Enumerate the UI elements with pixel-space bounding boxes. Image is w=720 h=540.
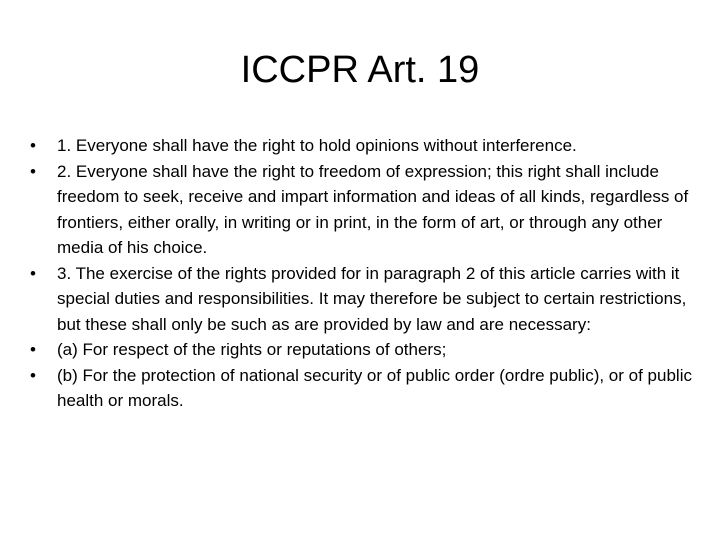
slide-title: ICCPR Art. 19 [240, 49, 480, 91]
bullet-icon: • [30, 263, 36, 283]
bullet-item-2 [30, 159, 694, 261]
bullet-icon: • [30, 340, 36, 359]
bullet-icon: • [30, 136, 36, 155]
bullet-icon: • [30, 161, 36, 181]
bullet-text: 2. Everyone shall have the right to freedom of expression; this right shall include freedom to seek, receive and impart information and ideas of all kinds, regardless of frontiers, either orally, in writing or in print, in the form of art, or through any other media of his choice. [57, 161, 689, 257]
bullet-icon: • [30, 365, 36, 385]
bullet-item-5 [30, 363, 694, 414]
bullet-text: (b) For the protection of national security or of public order (ordre public), or of public health or morals. [57, 365, 692, 410]
bullet-text: (a) For respect of the rights or reputations of others; [57, 340, 447, 359]
bullet-item-3 [30, 261, 694, 338]
bullet-list [30, 133, 694, 414]
bullet-item-4 [30, 337, 694, 363]
bullet-item-1 [30, 133, 694, 159]
bullet-text: 3. The exercise of the rights provided for in paragraph 2 of this article carries with it special duties and responsibilities. It may therefore be subject to certain restrictions, but these shall only be such as are provided by law and are necessary: [57, 263, 687, 334]
bullet-text: 1. Everyone shall have the right to hold opinions without interference. [57, 136, 577, 155]
